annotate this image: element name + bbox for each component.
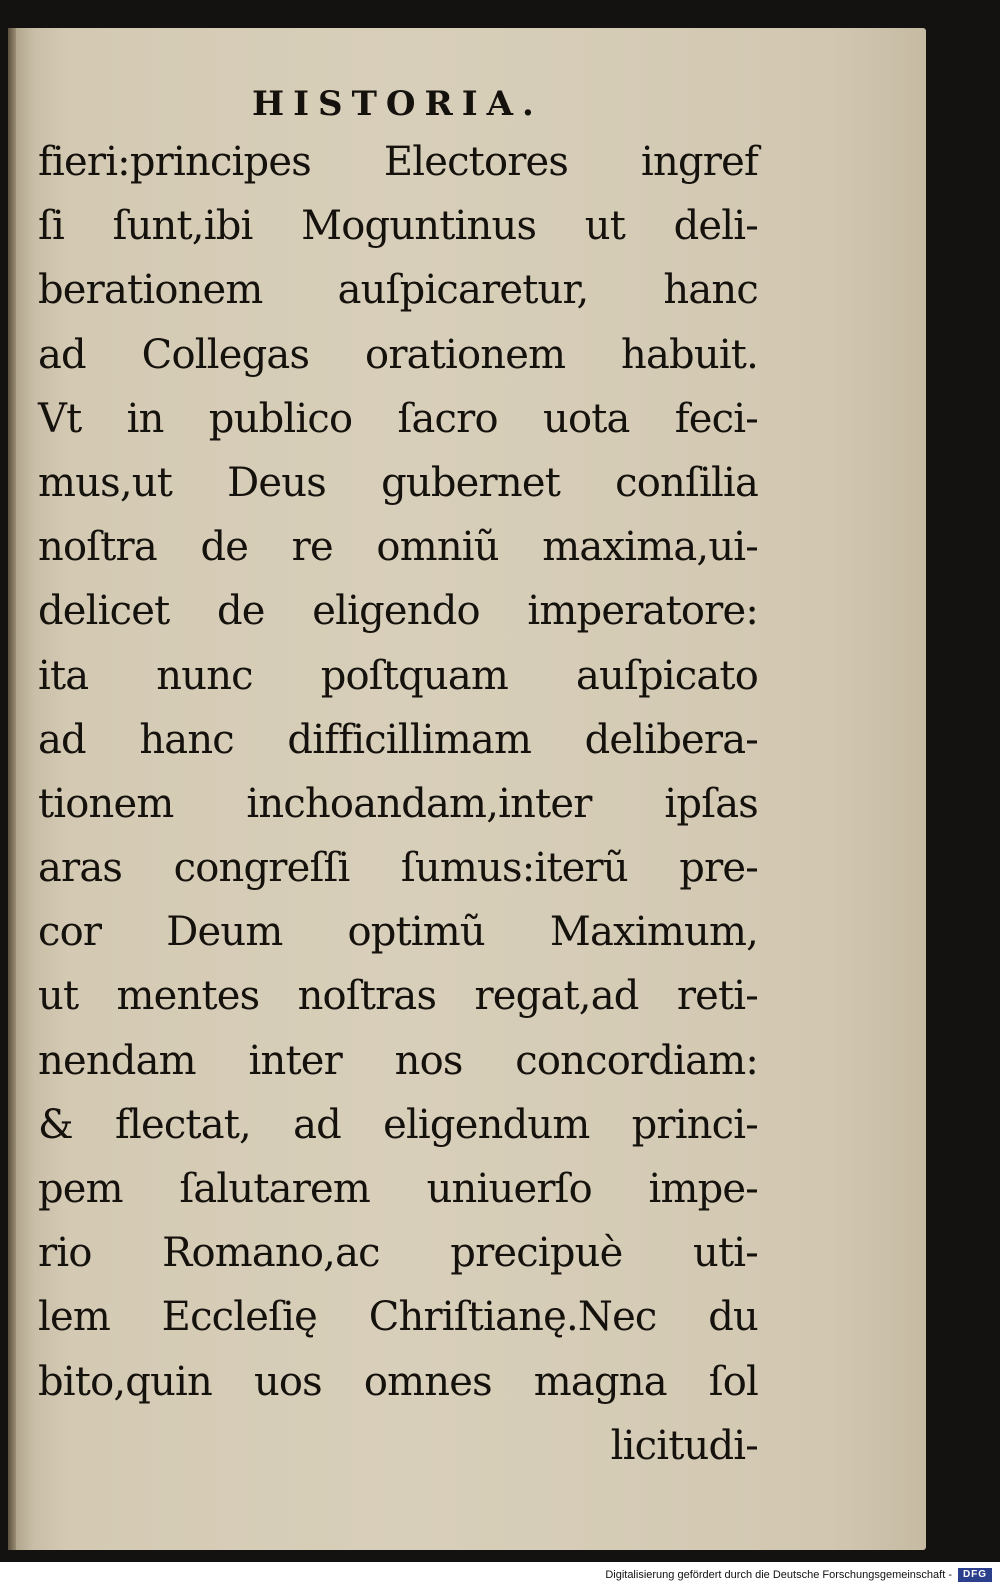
text-line: rio Romano,ac precipuè uti- — [38, 1230, 758, 1277]
text-line: bito,quin uos omnes magna ſol — [38, 1358, 758, 1405]
text-line: pem ſalutarem uniuerſo impe- — [38, 1166, 758, 1212]
catchword: licitudi- — [610, 1422, 758, 1469]
funding-credit: Digitalisierung gefördert durch die Deutsche Forschungsgemeinschaft - — [605, 1569, 952, 1581]
text-line: fieri:principes Electores ingref — [38, 139, 758, 185]
page-gutter-edge — [8, 28, 16, 1550]
text-line: noſtra de re omniũ maxima,ui- — [38, 524, 758, 571]
text-line: ad hanc difficillimam delibera- — [38, 716, 758, 763]
text-line: delicet de eligendo imperatore: — [38, 588, 758, 635]
text-line: nendam inter nos concordiam: — [38, 1037, 758, 1084]
text-line: lem Eccleſię Chriſtianę.Nec du — [38, 1294, 758, 1341]
digitization-footer — [0, 1562, 1000, 1589]
text-line: berationem auſpicaretur, hanc — [38, 267, 758, 314]
book-page — [8, 28, 926, 1550]
body-text — [38, 130, 758, 1478]
text-line: ut mentes noſtras regat,ad reti- — [38, 973, 758, 1020]
text-line: cor Deum optimũ Maximum, — [38, 909, 758, 956]
text-line: Vt in publico ſacro uota feci- — [38, 395, 758, 442]
text-line: mus,ut Deus gubernet conſilia — [38, 459, 758, 506]
text-line: tionem inchoandam,inter ipſas — [38, 780, 758, 827]
text-line: ſi ſunt,ibi Moguntinus ut deli- — [38, 203, 758, 250]
text-line: aras congreſſi ſumus:iterũ pre- — [38, 845, 758, 892]
running-head: HISTORIA. — [252, 84, 543, 124]
text-line: & flectat, ad eligendum princi- — [38, 1101, 758, 1148]
text-line: ad Collegas orationem habuit. — [38, 331, 758, 378]
dfg-logo-icon: DFG — [958, 1568, 992, 1582]
text-line: ita nunc poſtquam auſpicato — [38, 652, 758, 699]
